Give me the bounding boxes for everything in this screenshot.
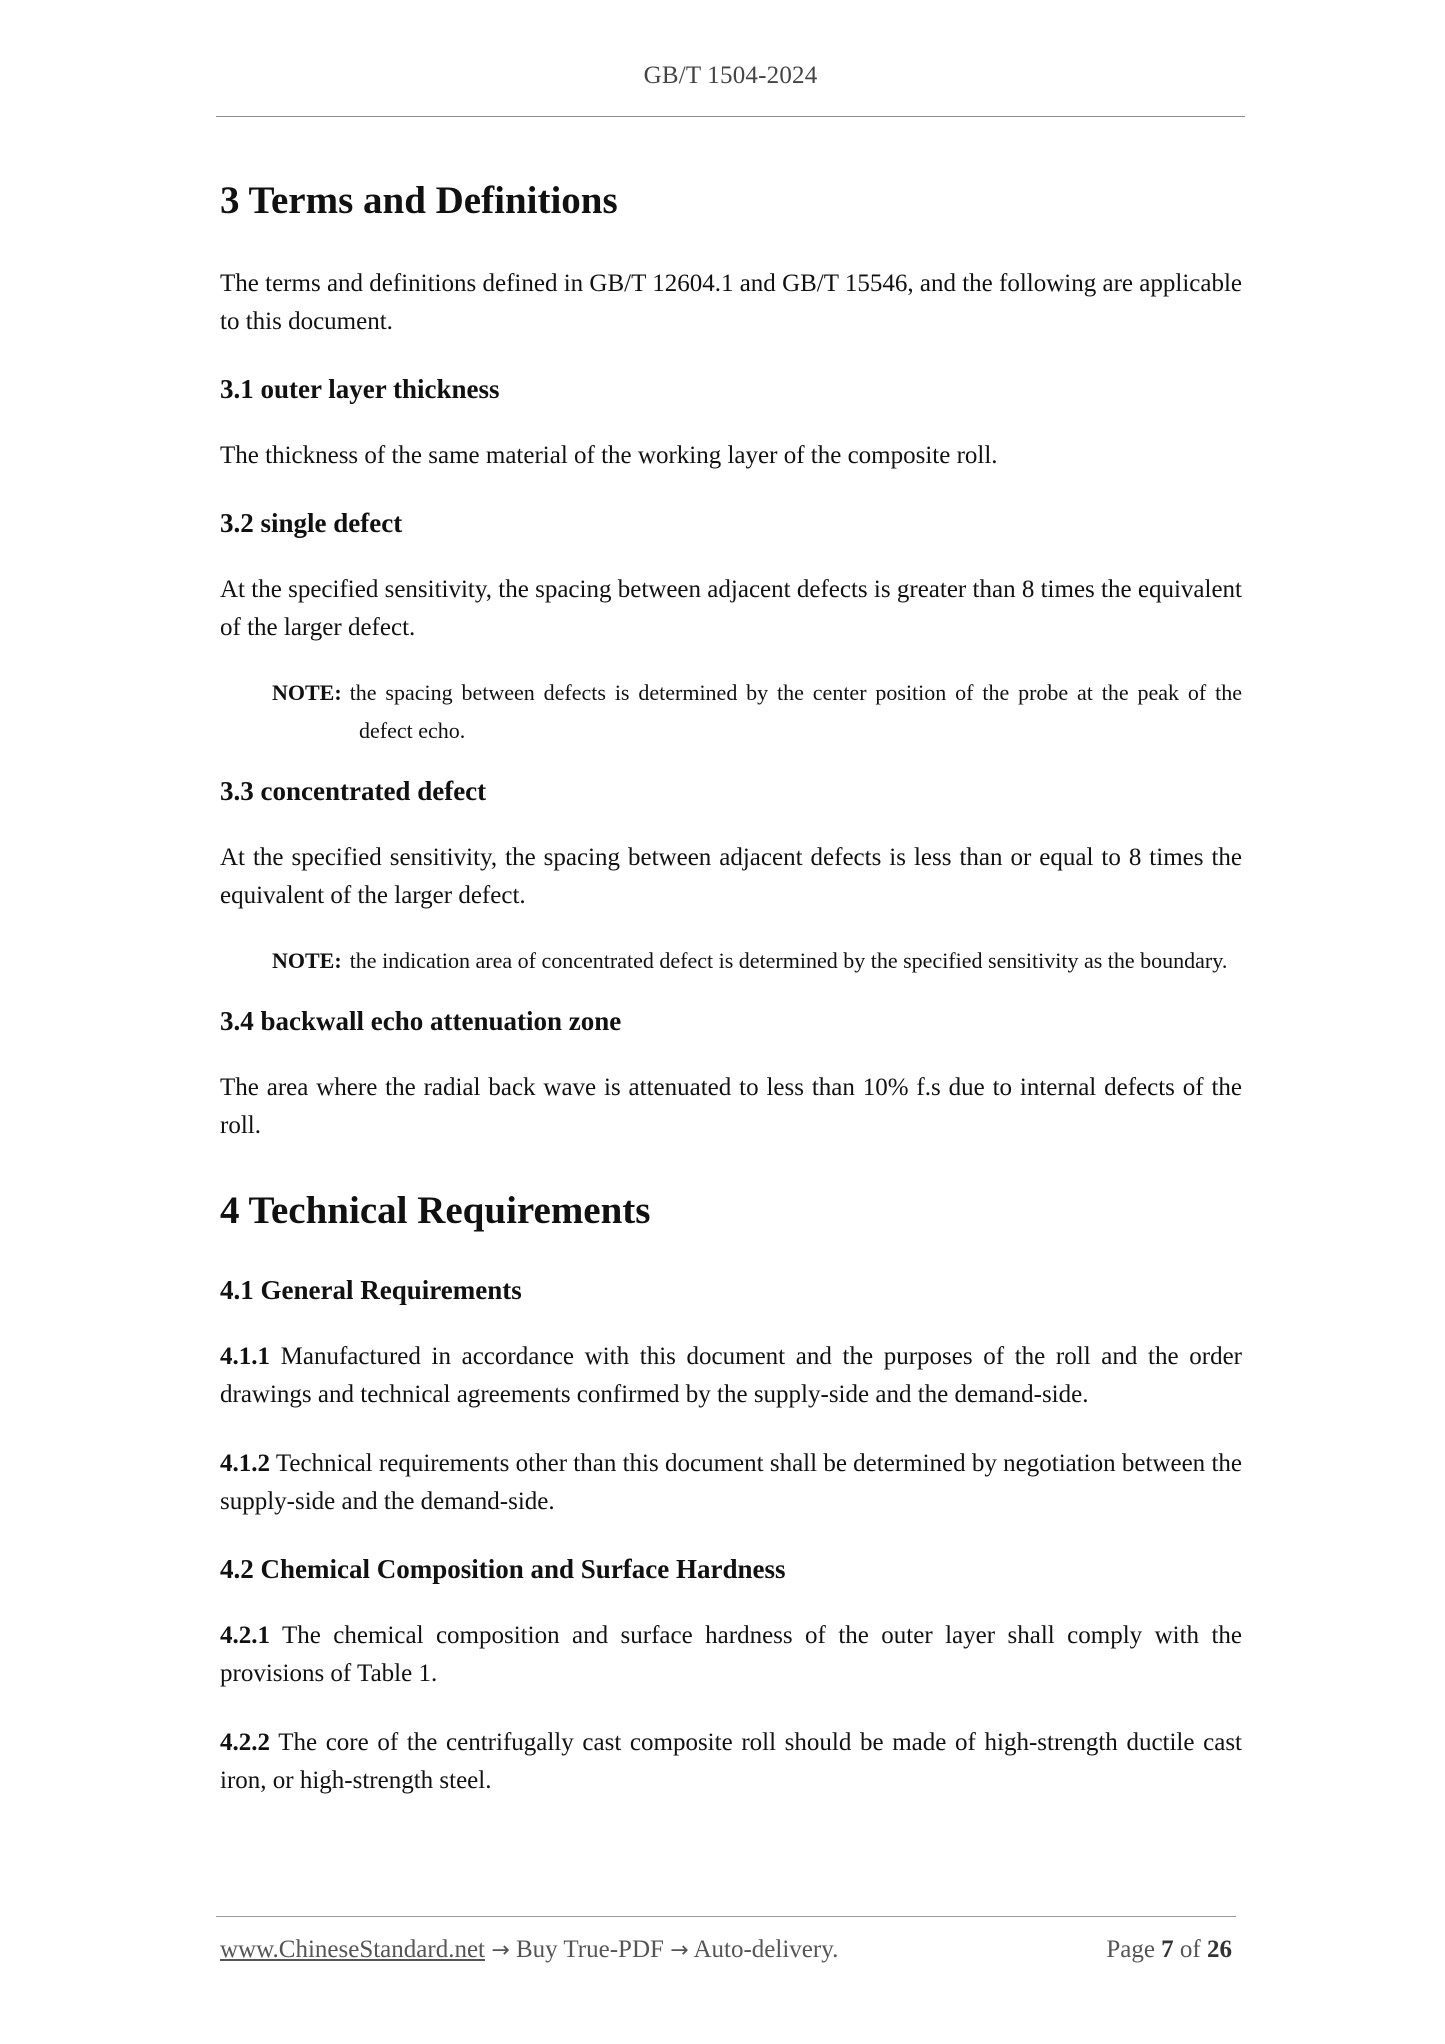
clause-number: 4.2.1 — [220, 1622, 270, 1650]
note-label: NOTE: — [272, 948, 342, 974]
buy-pdf-text: Buy True-PDF — [515, 1936, 664, 1963]
delivery-text: Auto-delivery. — [693, 1936, 839, 1963]
header-divider — [216, 116, 1245, 117]
clause-number: 4.1.2 — [220, 1450, 270, 1478]
total-pages: 26 — [1207, 1936, 1232, 1963]
term-3-3-heading: 3.3 concentrated defect — [220, 775, 487, 806]
term-3-4-heading: 3.4 backwall echo attenuation zone — [220, 1006, 622, 1037]
term-3-2-note — [272, 674, 1242, 750]
section-4-title: 4 Technical Requirements — [220, 1189, 651, 1233]
footer-promo — [220, 1936, 838, 1964]
current-page: 7 — [1161, 1936, 1174, 1963]
of-word: of — [1179, 1936, 1201, 1963]
page-content — [220, 168, 1242, 1831]
clause-number: 4.1.1 — [220, 1343, 270, 1371]
note-label: NOTE: — [272, 679, 342, 705]
running-header: GB/T 1504-2024 — [643, 62, 818, 89]
page-number — [1106, 1936, 1232, 1964]
term-3-3-definition: At the specified sensitivity, the spacing between adjacent defects is less than or equal to 8 times the equivalent of the larger defect. — [220, 844, 1242, 910]
clause-4-2-2 — [220, 1724, 1242, 1800]
clause-text: Technical requirements other than this document shall be determined by negotiation between the supply-side and the demand-side. — [220, 1450, 1242, 1516]
page-word: Page — [1106, 1936, 1155, 1963]
clause-number: 4.2.2 — [220, 1729, 270, 1757]
clause-4-1-1 — [220, 1338, 1242, 1414]
page-footer — [220, 1936, 1232, 1964]
note-text: the indication area of concentrated defect is determined by the specified sensitivity as the boundary. — [349, 948, 1228, 974]
term-3-1-heading: 3.1 outer layer thickness — [220, 373, 500, 404]
clause-4-1-2 — [220, 1445, 1242, 1521]
clause-4-2-1 — [220, 1617, 1242, 1693]
term-3-3-note — [272, 942, 1242, 980]
footer-divider — [216, 1916, 1236, 1917]
arrow-right-icon: → — [491, 1938, 510, 1963]
clause-text: The chemical composition and surface hardness of the outer layer shall comply with the provisions of Table 1. — [220, 1622, 1243, 1688]
section-3-title: 3 Terms and Definitions — [220, 179, 618, 222]
note-text: the spacing between defects is determined by the center position of the probe at the peak of the defect echo. — [349, 679, 1242, 743]
section-3-intro: The terms and definitions defined in GB/T 12604.1 and GB/T 15546, and the following are applicable to this document. — [220, 269, 1242, 335]
term-3-2-definition: At the specified sensitivity, the spacing between adjacent defects is greater than 8 times the equivalent of the larger defect. — [220, 575, 1242, 641]
term-3-4-definition: The area where the radial back wave is attenuated to less than 10% f.s due to internal defects of the roll. — [220, 1074, 1242, 1140]
subsection-4-1-heading: 4.1 General Requirements — [220, 1274, 522, 1305]
clause-text: Manufactured in accordance with this document and the purposes of the roll and the order drawings and technical agreements confirmed by the supply-side and the demand-side. — [220, 1343, 1242, 1409]
site-link[interactable]: www.ChineseStandard.net — [220, 1936, 485, 1963]
arrow-right-icon: → — [670, 1938, 689, 1963]
clause-text: The core of the centrifugally cast composite roll should be made of high-strength ductile cast iron, or high-strength steel. — [220, 1729, 1242, 1795]
subsection-4-2-heading: 4.2 Chemical Composition and Surface Hardness — [220, 1554, 786, 1585]
term-3-2-heading: 3.2 single defect — [220, 507, 403, 538]
term-3-1-definition: The thickness of the same material of the working layer of the composite roll. — [220, 441, 998, 469]
